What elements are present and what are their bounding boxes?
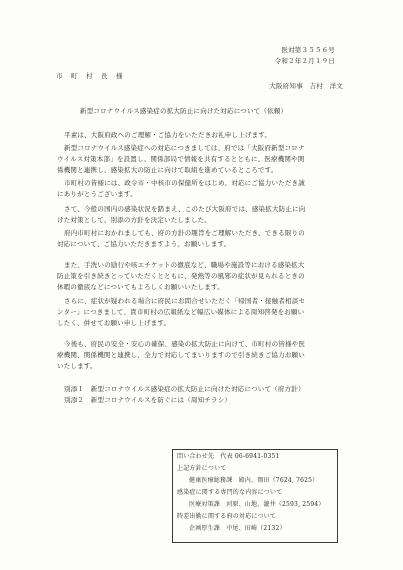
document-date: 令和２年２月１９日 [274,57,335,65]
recipient: 市 町 村 長 様 [56,72,124,80]
paragraph-8-line-2: 療機関、関係機関と連携し、全力で対応してまいりますので引き続きご協力お願い [57,351,305,359]
paragraph-6-line-1: また、手洗いの励行や咳エチケットの徹底など、職場や施設等における感染拡大 [64,261,305,269]
document-title: 新型コロナウイルス感染症の拡大防止に向けた対応について（依頼） [80,107,288,115]
paragraph-1-line-1: 平素は、大阪府政へのご理解・ご協力をいただきお礼申し上げます。 [64,131,272,139]
paragraph-7-line-2: ンター」につきまして、貴市町村の広報紙など幅広い媒体による周知啓発をお願い [57,308,305,316]
document-number: 医対第３５５６号 [281,46,335,54]
paragraph-3-line-1: 市町村の皆様には、政令市・中核市の保健所をはじめ、対応にご協力いただき誠 [64,179,305,187]
sender: 大阪府知事 吉村 洋文 [269,82,343,90]
paragraph-7-line-1: さらに、症状が疑われる場合に府民にお問合せいただく「帰国者・接触者相談セ [64,297,306,305]
contact-line-6: 時差出勤に関する府の対応について [177,513,277,520]
paragraph-2-line-1: 新型コロナウイルス感染症への対応につきましては、府では「大阪府新型コロナ [64,144,305,152]
contact-line-4: 感染症に関する専門的な内容について [177,489,283,496]
paragraph-4-line-2: けた対策として、別添の方針を決定いたしました。 [57,216,211,224]
contact-line-5: 医療対策課 河原、山地、瀧井（2593, 2594） [189,501,325,508]
contact-line-1: 問い合わせ先 代表 06-6941-0351 [177,453,280,460]
contact-line-2: 上記方針について [177,465,227,472]
paragraph-5-line-1: 府内市町村におかれましても、府の方針の趣旨をご理解いただき、できる限りの [64,229,305,237]
paragraph-6-line-2: 防止策を引き続きとっていただくとともに、発熱等の風邪の症状が見られるときの [57,272,305,280]
attachment-2: 別添２ 新型コロナウイルスを防ぐには（周知チラシ） [64,396,232,404]
paragraph-7-line-3: したく、併せてお願い申し上げます。 [57,319,171,327]
paragraph-8-line-1: 今後も、府民の安全・安心の確保、感染の拡大防止に向けて、市町村の皆様や医 [64,340,306,348]
attachment-1: 別添１ 新型コロナウイルス感染症の拡大防止に向けた対応について（府方針） [64,385,305,393]
contact-line-7: 企画厚生課 中尾、田崎（2132） [189,525,286,532]
paragraph-2-line-2: ウイルス対策本部」を設置し、関係部局で情報を共有するとともに、医療機関や関 [57,155,305,163]
paragraph-8-line-3: いたします。 [57,362,97,370]
paragraph-2-line-3: 係機関と連携し、感染拡大の防止に向けて取組を進めているところです。 [57,166,278,174]
contact-line-3: 健康医療総務課 殿内、岡田（7624, 7625） [189,477,319,484]
contact-box [172,449,338,543]
paragraph-3-line-2: にありがとうございます。 [57,190,137,198]
paragraph-5-line-2: 対応について、ご協力いただきますよう、お願いします。 [57,240,231,248]
paragraph-6-line-3: 休暇の徹底などについてもよろしくお願いいたします。 [57,283,224,291]
paragraph-4-line-1: さて、今般の国内の感染状況を踏まえ、このたび大阪府では、感染拡大防止に向 [64,205,306,213]
